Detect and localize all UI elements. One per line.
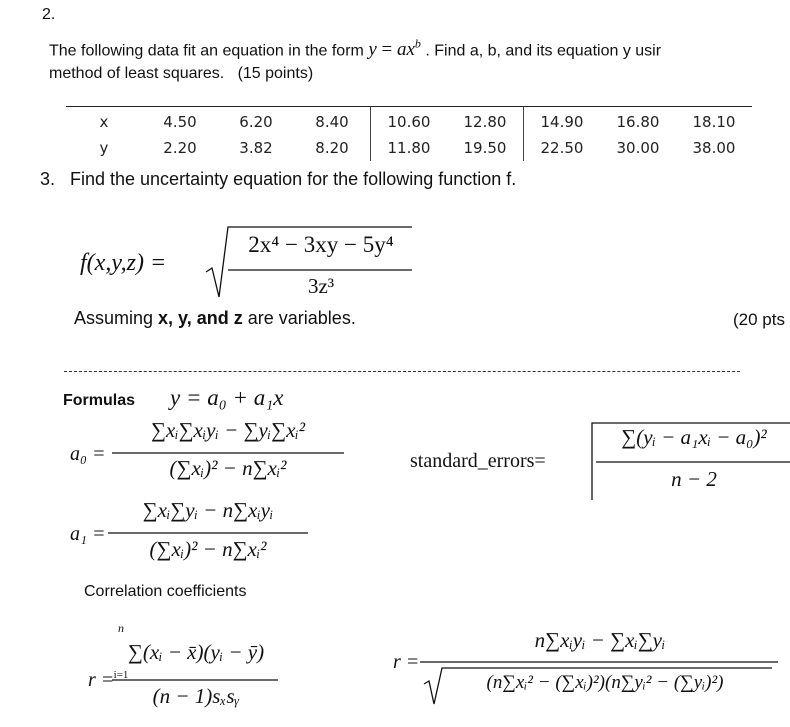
question-3-number: 3. <box>40 169 56 189</box>
a0-denominator: (∑xᵢ)² − n∑xᵢ² <box>169 456 287 480</box>
question-2-line2: method of least squares. (15 points) <box>49 65 314 82</box>
r1-denominator: (n − 1)sₓsᵧ <box>152 684 240 708</box>
r1-label: r = <box>88 669 115 691</box>
table-cell: 12.80 <box>447 107 524 136</box>
table-cell: 8.40 <box>294 107 371 136</box>
table-cell: 8.20 <box>315 139 349 157</box>
r2-denominator: (n∑xᵢ² − (∑xᵢ)²)(n∑yᵢ² − (∑yᵢ)²) <box>486 672 724 693</box>
sum-lower-limit: i=1 <box>113 669 129 681</box>
table-cell: 38.00 <box>692 139 736 157</box>
table-cell: 19.50 <box>463 139 507 157</box>
sum-upper-limit: n <box>118 621 124 635</box>
table-cell: 4.50 <box>142 107 218 136</box>
table-cell: 22.50 <box>524 135 601 161</box>
a1-denominator: (∑xᵢ)² − n∑xᵢ² <box>149 537 267 561</box>
assumption-line: Assuming x, y, and z are variables. <box>74 308 356 328</box>
question-2-instruction: . Find a, b, and its equation y usir <box>425 42 662 60</box>
standard-errors-label: standard_errors= <box>410 450 546 472</box>
table-cell: 30.00 <box>616 139 660 157</box>
q3-radical-sign <box>206 227 412 297</box>
function-lhs: f(x,y,z) = <box>80 250 167 276</box>
function-denominator: 3z³ <box>307 274 335 298</box>
table-cell: 2.20 <box>163 139 197 157</box>
table-cell: 6.20 <box>218 107 294 136</box>
table-cell: 11.80 <box>371 135 448 161</box>
table-cell: 10.60 <box>371 107 448 136</box>
r1-numerator: ∑(xᵢ − x̄)(yᵢ − ȳ) <box>127 640 265 664</box>
a1-numerator: ∑xᵢ∑yᵢ − n∑xᵢyᵢ <box>142 498 274 522</box>
a0-label: a₀ = <box>70 443 106 465</box>
question-2-points: (15 points) <box>237 65 314 82</box>
formulas-heading: Formulas <box>63 392 136 409</box>
r2-numerator: n∑xᵢyᵢ − ∑xᵢ∑yᵢ <box>534 628 666 652</box>
row-label-y: y <box>99 139 109 157</box>
table-cell: 18.10 <box>676 107 752 136</box>
a1-label: a₁ = <box>70 523 106 545</box>
standard-errors-numerator: ∑(yᵢ − a₁xᵢ − a₀)² <box>621 425 767 449</box>
row-label-x: x <box>66 107 142 136</box>
r2-radical-sign <box>424 668 772 704</box>
question-2-intro: The following data fit an equation in the form <box>49 42 364 60</box>
standard-errors-denominator: n − 2 <box>671 467 717 491</box>
table-cell: 14.90 <box>524 107 601 136</box>
r2-label: r = <box>393 651 420 673</box>
question-2-number: 2. <box>42 6 56 23</box>
table-cell: 16.80 <box>600 107 676 136</box>
question-3-text: Find the uncertainty equation for the following function f. <box>70 169 517 189</box>
a0-numerator: ∑xᵢ∑xᵢyᵢ − ∑yᵢ∑xᵢ² <box>150 418 306 442</box>
linear-equation: y = a₀ + a₁x <box>170 385 284 410</box>
question-3-points: (20 pts <box>733 310 785 329</box>
function-numerator: 2x⁴ − 3xy − 5y⁴ <box>248 232 394 257</box>
correlation-heading: Correlation coefficients <box>84 583 247 600</box>
table-cell: 3.82 <box>239 139 273 157</box>
power-equation: $y = ax^b$ <box>368 37 421 61</box>
